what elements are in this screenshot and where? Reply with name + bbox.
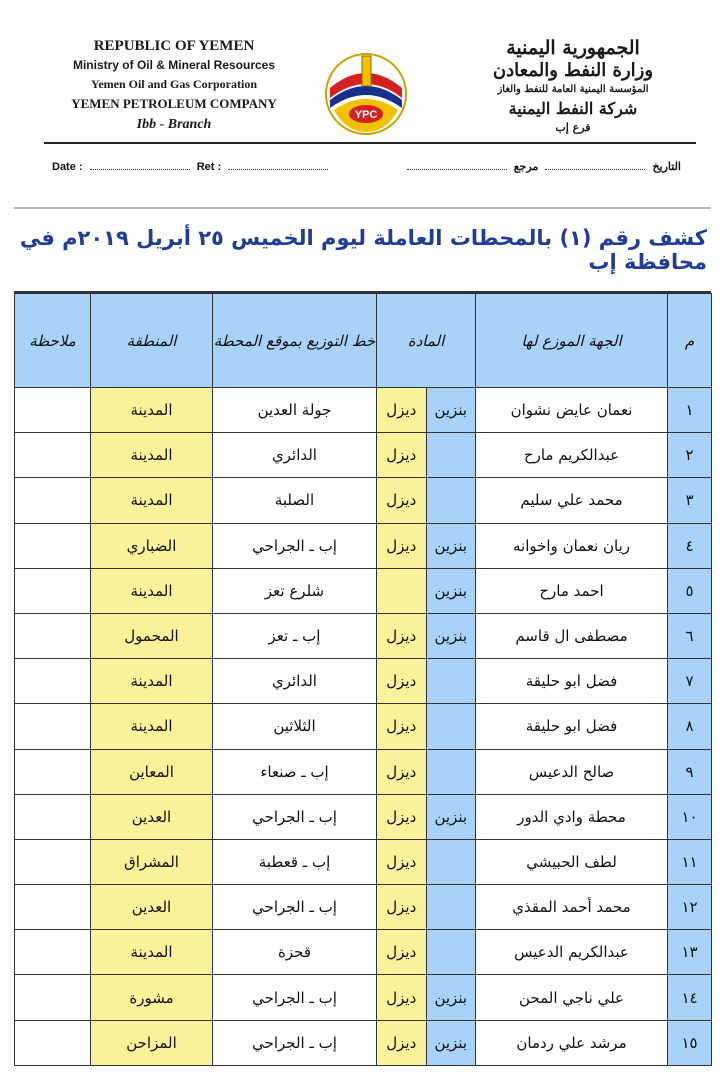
zone-cell: المدينة <box>91 930 213 975</box>
sheet-title-row <box>14 207 711 293</box>
row-number: ١٢ <box>668 885 712 930</box>
table-row <box>15 749 712 794</box>
note-cell <box>15 794 91 839</box>
diesel-cell: ديزل <box>377 433 427 478</box>
petrol-cell: بنزين <box>426 975 476 1020</box>
zone-cell: الضباري <box>91 523 213 568</box>
logo-text: YPC <box>354 109 378 121</box>
distribution-line: إب ـ الجراحي <box>213 975 377 1020</box>
distribution-line: جولة العدين <box>213 388 377 433</box>
zone-cell: مشورة <box>91 975 213 1020</box>
table-header-row <box>15 294 712 388</box>
diesel-cell: ديزل <box>377 704 427 749</box>
zone-cell: المعاين <box>91 749 213 794</box>
petrol-cell: بنزين <box>426 568 476 613</box>
petrol-cell <box>426 433 476 478</box>
zone-cell: المدينة <box>91 659 213 704</box>
zone-cell: المدينة <box>91 704 213 749</box>
table-row <box>15 478 712 523</box>
distribution-line: الدائري <box>213 433 377 478</box>
stations-sheet <box>14 207 711 1066</box>
distribution-line: شلرع تعز <box>213 568 377 613</box>
table-row <box>15 975 712 1020</box>
petrol-cell <box>426 478 476 523</box>
date-ref-english <box>52 160 332 173</box>
sheet-title: كشف رقم (١) بالمحطات العاملة ليوم الخميس ٢٥ أبريل ٢٠١٩م في محافظة إب <box>19 226 707 274</box>
english-header <box>54 36 294 136</box>
distribution-line: الدائري <box>213 659 377 704</box>
distribution-line: قحزة <box>213 930 377 975</box>
distribution-line: إب ـ الجراحي <box>213 885 377 930</box>
diesel-cell: ديزل <box>377 930 427 975</box>
table-row <box>15 523 712 568</box>
row-number: ٦ <box>668 613 712 658</box>
petrol-cell: بنزين <box>426 388 476 433</box>
petrol-cell: بنزين <box>426 1020 476 1065</box>
petrol-cell: بنزين <box>426 794 476 839</box>
row-number: ٣ <box>668 478 712 523</box>
zone-cell: المزاحن <box>91 1020 213 1065</box>
recipient-name: احمد مارح <box>476 568 668 613</box>
zone-cell: المدينة <box>91 388 213 433</box>
header-note: ملاحظة <box>15 294 91 388</box>
recipient-name: صالح الدعيس <box>476 749 668 794</box>
recipient-name: محطة وادي الدور <box>476 794 668 839</box>
table-body <box>15 388 712 1066</box>
petrol-cell <box>426 930 476 975</box>
row-number: ٢ <box>668 433 712 478</box>
distribution-line: إب ـ صنعاء <box>213 749 377 794</box>
note-cell <box>15 839 91 884</box>
note-cell <box>15 930 91 975</box>
row-number: ٥ <box>668 568 712 613</box>
distribution-line: إب ـ الجراحي <box>213 1020 377 1065</box>
table-row <box>15 659 712 704</box>
note-cell <box>15 1020 91 1065</box>
date-field <box>90 160 190 170</box>
row-number: ٤ <box>668 523 712 568</box>
note-cell <box>15 478 91 523</box>
row-number: ٨ <box>668 704 712 749</box>
letterhead <box>14 20 711 206</box>
row-number: ١٤ <box>668 975 712 1020</box>
diesel-cell: ديزل <box>377 975 427 1020</box>
diesel-cell: ديزل <box>377 478 427 523</box>
note-cell <box>15 885 91 930</box>
ypc-logo-icon <box>320 48 412 140</box>
row-number: ١٥ <box>668 1020 712 1065</box>
note-cell <box>15 433 91 478</box>
note-cell <box>15 975 91 1020</box>
recipient-name: علي ناجي المحن <box>476 975 668 1020</box>
header-divider <box>44 142 696 144</box>
date-ref-arabic <box>403 160 681 173</box>
recipient-name: عبدالكريم الدعيس <box>476 930 668 975</box>
recipient-name: فضل ابو حليقة <box>476 704 668 749</box>
recipient-name: فضل ابو حليقة <box>476 659 668 704</box>
ret-label: Ret : <box>196 161 222 173</box>
row-number: ١٣ <box>668 930 712 975</box>
row-number: ١٠ <box>668 794 712 839</box>
distribution-line: الصلبة <box>213 478 377 523</box>
note-cell <box>15 749 91 794</box>
row-number: ١١ <box>668 839 712 884</box>
table-row <box>15 794 712 839</box>
distribution-line: إب ـ قعطبة <box>213 839 377 884</box>
english-line-1: REPUBLIC OF YEMEN <box>93 38 255 54</box>
zone-cell: المدينة <box>91 568 213 613</box>
diesel-cell: ديزل <box>377 1020 427 1065</box>
distribution-line: إب ـ تعز <box>213 613 377 658</box>
note-cell <box>15 659 91 704</box>
recipient-name: عبدالكريم مارح <box>476 433 668 478</box>
petrol-cell <box>426 749 476 794</box>
zone-cell: المحمول <box>91 613 213 658</box>
note-cell <box>15 568 91 613</box>
distribution-line: الثلاثين <box>213 704 377 749</box>
table-row <box>15 839 712 884</box>
petrol-cell <box>426 659 476 704</box>
diesel-cell <box>377 568 427 613</box>
recipient-name: نعمان عايض نشوان <box>476 388 668 433</box>
row-number: ٩ <box>668 749 712 794</box>
arabic-line-3: المؤسسة اليمنية العامة للنفط والغاز <box>497 84 649 95</box>
diesel-cell: ديزل <box>377 388 427 433</box>
arabic-line-5: فرع إب <box>555 121 591 134</box>
diesel-cell: ديزل <box>377 839 427 884</box>
note-cell <box>15 523 91 568</box>
diesel-cell: ديزل <box>377 794 427 839</box>
header-material: المادة <box>377 294 476 388</box>
arabic-line-4: شركة النفط اليمنية <box>508 99 638 118</box>
petrol-cell <box>426 839 476 884</box>
arabic-line-1: الجمهورية اليمنية <box>506 37 640 59</box>
english-line-4: YEMEN PETROLEUM COMPANY <box>71 96 277 111</box>
recipient-name: مصطفى ال قاسم <box>476 613 668 658</box>
header-recipient: الجهة الموزع لها <box>476 294 668 388</box>
table-row <box>15 885 712 930</box>
diesel-cell: ديزل <box>377 885 427 930</box>
zone-cell: المدينة <box>91 478 213 523</box>
ref-label-arabic: مرجع <box>513 161 539 173</box>
date-label: Date : <box>52 161 83 173</box>
diesel-cell: ديزل <box>377 613 427 658</box>
header-num: م <box>668 294 712 388</box>
table-row <box>15 388 712 433</box>
english-line-5: Ibb - Branch <box>136 117 212 132</box>
table-row <box>15 1020 712 1065</box>
table-row <box>15 704 712 749</box>
recipient-name: ريان نعمان واخوانه <box>476 523 668 568</box>
table-row <box>15 930 712 975</box>
recipient-name: محمد أحمد المقذي <box>476 885 668 930</box>
header-line: خط التوزيع بموقع المحطة <box>213 294 377 388</box>
note-cell <box>15 388 91 433</box>
note-cell <box>15 613 91 658</box>
zone-cell: المشراق <box>91 839 213 884</box>
recipient-name: لطف الحبيشي <box>476 839 668 884</box>
zone-cell: المدينة <box>91 433 213 478</box>
table-row <box>15 568 712 613</box>
diesel-cell: ديزل <box>377 659 427 704</box>
zone-cell: العدين <box>91 794 213 839</box>
table-row <box>15 613 712 658</box>
row-number: ٧ <box>668 659 712 704</box>
petrol-cell <box>426 885 476 930</box>
zone-cell: العدين <box>91 885 213 930</box>
arabic-line-2: وزارة النفط والمعادن <box>492 60 654 81</box>
date-field-arabic <box>545 160 645 170</box>
distribution-line: إب ـ الجراحي <box>213 794 377 839</box>
stations-table <box>14 293 712 1066</box>
recipient-name: محمد علي سليم <box>476 478 668 523</box>
petrol-cell <box>426 704 476 749</box>
table-row <box>15 433 712 478</box>
date-label-arabic: التاريخ <box>652 161 681 173</box>
recipient-name: مرشد علي ردمان <box>476 1020 668 1065</box>
diesel-cell: ديزل <box>377 749 427 794</box>
ref-field-arabic <box>407 160 507 170</box>
note-cell <box>15 704 91 749</box>
petrol-cell: بنزين <box>426 613 476 658</box>
english-line-2: Ministry of Oil & Mineral Resources <box>72 58 276 72</box>
diesel-cell: ديزل <box>377 523 427 568</box>
petrol-cell: بنزين <box>426 523 476 568</box>
english-line-3: Yemen Oil and Gas Corporation <box>90 77 257 91</box>
ret-field <box>228 160 328 170</box>
distribution-line: إب ـ الجراحي <box>213 523 377 568</box>
arabic-header <box>473 36 673 136</box>
row-number: ١ <box>668 388 712 433</box>
header-zone: المنطقة <box>91 294 213 388</box>
